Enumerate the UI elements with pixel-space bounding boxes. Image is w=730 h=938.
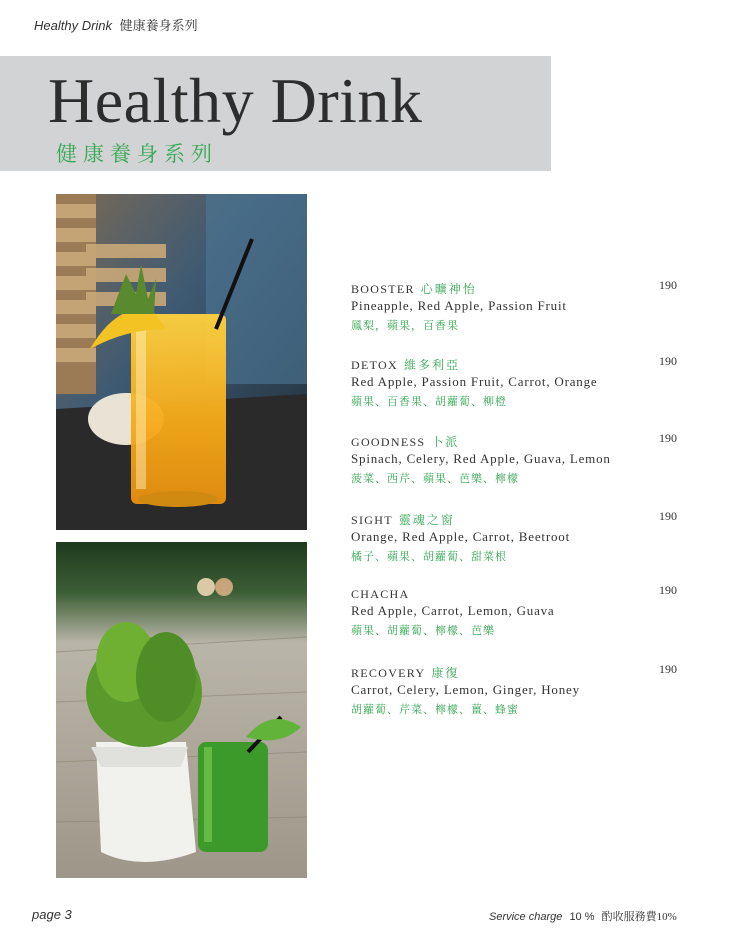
page-number: page 3 [32,907,72,922]
item-name: SIGHT [351,513,393,527]
item-ingredients-cn: 鳳梨，蘋果，百香果 [351,319,459,332]
item-ingredients: Spinach, Celery, Red Apple, Guava, Lemon [351,451,611,466]
menu-item-recovery [351,662,681,717]
pineapple-juice-photo [56,194,307,530]
menu-item-booster [351,278,681,333]
page-subtitle-cn: 健康養身系列 [56,142,218,166]
item-name: DETOX [351,358,398,372]
item-ingredients-cn: 蘋果、百香果、胡蘿蔔、柳橙 [351,395,507,408]
menu-item-chacha [351,583,681,638]
green-juice-plant-photo [56,542,307,878]
item-name: RECOVERY [351,666,426,680]
title-banner [0,56,551,171]
item-name-cn: 卜派 [431,435,460,449]
item-ingredients-cn: 菠菜、西芹、蘋果、芭樂、檸檬 [351,472,519,485]
item-ingredients: Red Apple, Passion Fruit, Carrot, Orange [351,374,598,389]
running-header [34,15,198,34]
item-name: BOOSTER [351,282,415,296]
menu-item-detox [351,354,681,409]
service-charge-note [489,908,677,924]
item-price: 190 [659,431,677,445]
item-ingredients: Pineapple, Red Apple, Passion Fruit [351,298,567,313]
item-price: 190 [659,509,677,523]
item-price: 190 [659,583,677,597]
menu-item-goodness [351,431,681,486]
service-charge-label: Service charge [489,911,563,923]
running-header-cn: 健康養身系列 [119,18,198,33]
item-name: CHACHA [351,587,410,601]
item-ingredients: Carrot, Celery, Lemon, Ginger, Honey [351,682,580,697]
service-charge-cn-percent: 10% [656,911,677,923]
running-header-en: Healthy Drink [34,18,113,33]
item-name-cn: 維多利亞 [403,358,460,372]
menu-item-sight [351,509,681,564]
item-ingredients-cn: 胡蘿蔔、芹菜、檸檬、薑、蜂蜜 [351,703,519,716]
service-charge-percent: 10 % [569,911,595,923]
item-ingredients: Orange, Red Apple, Carrot, Beetroot [351,529,570,544]
item-name-cn: 心曠神怡 [420,282,477,296]
item-name: GOODNESS [351,435,426,449]
item-ingredients-cn: 蘋果、胡蘿蔔、檸檬、芭樂 [351,624,495,637]
item-price: 190 [659,354,677,368]
item-ingredients: Red Apple, Carrot, Lemon, Guava [351,603,555,618]
item-price: 190 [659,278,677,292]
item-name-cn: 康復 [431,666,460,680]
item-ingredients-cn: 橘子、蘋果、胡蘿蔔、甜菜根 [351,550,507,563]
item-name-cn: 靈魂之窗 [398,513,455,527]
service-charge-cn: 酌收服務費 [601,910,657,923]
page-title: Healthy Drink [48,65,423,136]
item-price: 190 [659,662,677,676]
